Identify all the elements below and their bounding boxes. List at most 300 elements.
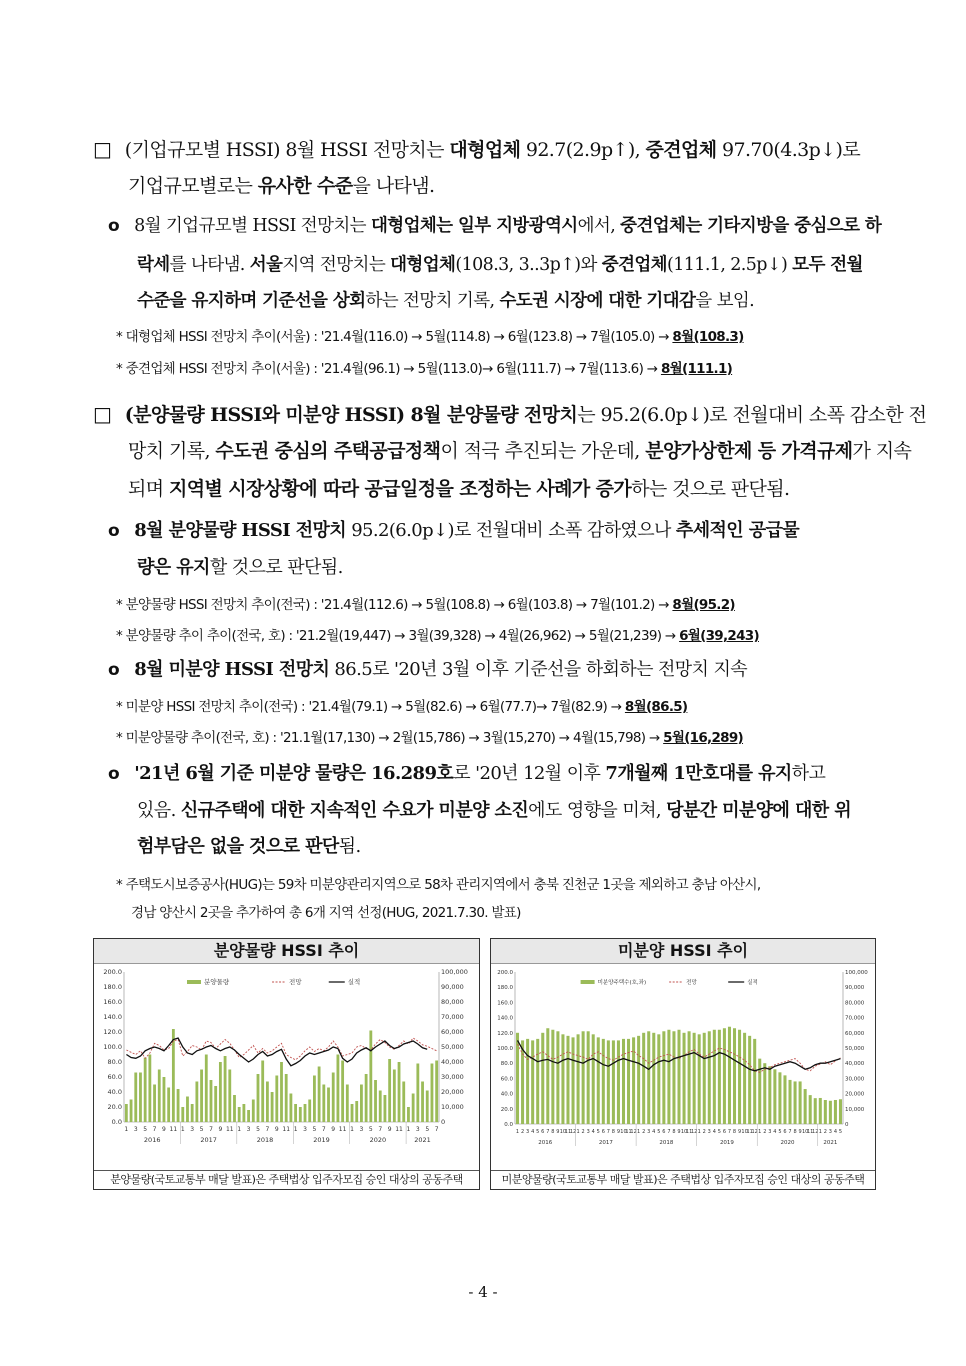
legend-label: 전망 xyxy=(686,980,697,986)
note-highlight: 8월(108.3) xyxy=(672,329,744,345)
x-tick-label: 6 xyxy=(662,1129,666,1135)
data-bar xyxy=(407,1107,410,1122)
x-tick-label: 3 xyxy=(707,1129,711,1135)
data-bar xyxy=(748,1036,751,1124)
data-bar xyxy=(172,1029,175,1122)
data-bar xyxy=(794,1081,797,1124)
legend-label: 실적 xyxy=(747,980,758,986)
x-tick-label: 4 xyxy=(773,1129,777,1135)
y-tick-label-left: 200.0 xyxy=(103,968,122,976)
text: 92.7(2.9p↑), xyxy=(520,139,646,161)
note-text: * 중견업체 HSSI 전망치 추이(서울) : '21.4월(96.1) → 5월(113.0)→ 6월(111.7) → 7월(113.6) → xyxy=(116,361,661,377)
data-bar xyxy=(521,1040,524,1124)
x-tick-label: 3 xyxy=(828,1129,832,1135)
x-tick-label: 5 xyxy=(143,1126,148,1133)
data-bar xyxy=(341,1061,344,1123)
data-bar xyxy=(763,1063,766,1124)
section1-o1-line1 xyxy=(108,216,881,237)
text-bold: 분양물량 전망치 xyxy=(446,404,578,426)
x-tick-label: 8 xyxy=(551,1129,555,1135)
data-bar xyxy=(153,1085,156,1123)
x-tick-label: 7 xyxy=(667,1129,671,1135)
data-bar xyxy=(688,1031,691,1124)
x-tick-label: 7 xyxy=(788,1129,792,1135)
x-tick-label: 6 xyxy=(601,1129,605,1135)
y-tick-label-right: 10,000 xyxy=(441,1103,464,1111)
data-bar xyxy=(718,1030,721,1124)
x-tick-label: 9 xyxy=(218,1126,223,1133)
x-tick-label: 3 xyxy=(246,1126,251,1133)
x-tick-label: 7 xyxy=(727,1129,732,1135)
x-tick-label: 11 xyxy=(282,1126,291,1133)
note-text: * 분양물량 HSSI 전망치 추이(전국) : '21.4월(112.6) → 5월(108.8) → 6월(103.8) → 7월(101.2) → xyxy=(116,597,673,613)
data-bar xyxy=(839,1099,842,1124)
footnote-7-line1: * 주택도시보증공사(HUG)는 59차 미분양관리지역으로 58차 관리지역에서 충북 진천군 1곳을 제외하고 충남 아산시, xyxy=(116,877,761,893)
data-bar xyxy=(572,1037,575,1124)
data-bar xyxy=(743,1033,746,1124)
text-bold: 량은 유지 xyxy=(137,557,210,578)
x-year-label: 2019 xyxy=(313,1136,330,1144)
text-bold: 락세 xyxy=(137,255,170,275)
data-bar xyxy=(181,1107,184,1122)
data-bar xyxy=(799,1081,802,1124)
data-bar xyxy=(219,1062,222,1122)
data-bar xyxy=(379,1091,382,1123)
text: 하는 것으로 판단됨. xyxy=(631,478,790,500)
data-bar xyxy=(365,1074,368,1122)
data-bar xyxy=(266,1082,269,1123)
data-bar xyxy=(526,1039,529,1124)
x-tick-label: 9 xyxy=(798,1129,802,1135)
x-tick-label: 7 xyxy=(209,1126,213,1133)
x-tick-label: 1 xyxy=(124,1126,129,1133)
data-bar xyxy=(824,1100,827,1124)
data-bar xyxy=(233,1095,236,1122)
x-tick-label: 2 xyxy=(702,1129,706,1135)
y-tick-label-left: 160.0 xyxy=(103,998,122,1006)
x-tick-label: 4 xyxy=(833,1129,838,1135)
footnote-5 xyxy=(116,695,687,715)
x-tick-label: 8 xyxy=(732,1129,737,1135)
footnote-1 xyxy=(116,325,744,345)
x-tick-label: 2 xyxy=(823,1129,827,1135)
x-year-label: 2020 xyxy=(780,1140,795,1146)
data-bar xyxy=(672,1031,675,1124)
data-bar xyxy=(617,1040,620,1124)
y-tick-label-left: 160.0 xyxy=(497,1000,513,1007)
y-tick-label-left: 40.0 xyxy=(107,1088,122,1096)
chart-title: 미분양 HSSI 추이 xyxy=(491,939,875,964)
section1-o1-line2 xyxy=(137,255,863,276)
x-tick-label: 6 xyxy=(541,1129,545,1135)
y-tick-label-left: 200.0 xyxy=(497,970,513,976)
x-tick-label: 11 xyxy=(169,1126,178,1133)
data-bar xyxy=(693,1033,696,1124)
x-tick-label: 9 xyxy=(737,1129,742,1135)
data-bar xyxy=(398,1062,401,1122)
x-tick-label: 5 xyxy=(536,1129,540,1135)
data-bar xyxy=(163,1077,166,1122)
x-tick-label: 12 xyxy=(812,1129,819,1135)
data-bar xyxy=(308,1100,311,1123)
data-bar xyxy=(657,1034,660,1124)
y-tick-label-right: 50,000 xyxy=(845,1046,865,1052)
y-tick-label-left: 120.0 xyxy=(497,1030,513,1037)
x-tick-label: 3 xyxy=(526,1129,530,1135)
data-bar xyxy=(829,1101,832,1124)
data-bar xyxy=(360,1085,363,1123)
y-tick-label-left: 180.0 xyxy=(103,983,122,991)
text-bold: 유사한 수준 xyxy=(257,175,353,197)
data-bar xyxy=(327,1088,330,1123)
legend-swatch-bars xyxy=(187,980,201,984)
data-bar xyxy=(369,1031,372,1123)
x-tick-label: 3 xyxy=(303,1126,307,1133)
x-tick-label: 7 xyxy=(152,1126,157,1133)
y-tick-label-left: 20.0 xyxy=(107,1103,122,1111)
footnote-2 xyxy=(116,357,732,377)
note-highlight: 8월(111.1) xyxy=(660,361,733,377)
text: 하고 xyxy=(791,763,826,784)
text-bold: 중견업체 xyxy=(645,139,717,161)
data-bar xyxy=(435,1061,438,1123)
data-bar xyxy=(814,1098,817,1124)
x-tick-label: 8 xyxy=(793,1129,797,1135)
section2-line3 xyxy=(128,478,790,501)
section2-o2-line1 xyxy=(108,659,747,681)
x-tick-label: 3 xyxy=(415,1126,420,1133)
text: 가 지속 xyxy=(852,440,912,462)
text-bold: 대형업체는 일부 지방광역시 xyxy=(370,216,578,236)
x-tick-label: 3 xyxy=(190,1126,195,1133)
x-tick-label: 12 xyxy=(751,1129,758,1135)
note-text: * 분양물량 추이 추이(전국, 호) : '21.2월(19,447) → 3월(39,328) → 4월(26,962) → 5월(21,239) → xyxy=(116,628,680,644)
data-bar xyxy=(313,1076,316,1123)
x-year-label: 2019 xyxy=(719,1140,734,1146)
y-tick-label-right: 100,000 xyxy=(441,968,468,976)
data-bar xyxy=(556,1031,559,1124)
x-tick-label: 10 xyxy=(559,1129,567,1135)
y-tick-label-right: 90,000 xyxy=(845,985,865,992)
x-tick-label: 4 xyxy=(652,1129,656,1135)
text-bold: 수도권 중심의 주택공급정책 xyxy=(215,440,441,462)
text-bold: 중견업체 xyxy=(601,255,667,275)
data-bar xyxy=(703,1033,706,1124)
data-bar xyxy=(130,1100,133,1123)
text: 망치 기록, xyxy=(128,440,216,462)
data-bar xyxy=(210,1080,213,1122)
x-tick-label: 10 xyxy=(620,1129,627,1135)
y-tick-label-right: 0 xyxy=(845,1122,849,1128)
data-bar xyxy=(224,1056,227,1122)
chart-title: 분양물량 HSSI 추이 xyxy=(94,939,479,964)
data-bar xyxy=(158,1070,161,1123)
y-tick-label-right: 80,000 xyxy=(845,1000,865,1007)
note-highlight: 5월(16,289) xyxy=(663,730,744,746)
data-bar xyxy=(402,1082,405,1123)
x-tick-label: 5 xyxy=(368,1126,373,1133)
text-bold: (분양물량 HSSI와 미분양 HSSI) 8월 xyxy=(124,404,447,426)
y-tick-label-right: 50,000 xyxy=(441,1043,464,1051)
section2-o3-line2 xyxy=(137,800,851,822)
x-year-label: 2018 xyxy=(256,1136,274,1144)
text: 기업규모별로는 xyxy=(128,175,258,197)
data-bar xyxy=(412,1094,415,1123)
x-tick-label: 7 xyxy=(378,1126,383,1133)
x-tick-label: 9 xyxy=(331,1126,336,1133)
data-bar xyxy=(647,1031,650,1124)
text: 이 적극 추진되는 가운데, xyxy=(440,440,646,462)
data-bar xyxy=(783,1075,786,1124)
y-tick-label-right: 70,000 xyxy=(845,1015,865,1022)
data-bar xyxy=(238,1107,241,1122)
data-bar xyxy=(228,1070,231,1123)
y-tick-label-right: 60,000 xyxy=(441,1028,464,1036)
section2-o3-line1 xyxy=(108,763,825,785)
y-tick-label-left: 180.0 xyxy=(497,985,513,992)
footnote-3 xyxy=(116,593,735,613)
y-tick-label-left: 80.0 xyxy=(107,1058,122,1066)
x-year-label: 2018 xyxy=(659,1140,674,1146)
data-bar xyxy=(577,1034,580,1124)
text-bold: 신규주택에 대한 지속적인 수요가 미분양 소진 xyxy=(180,800,529,821)
data-bar xyxy=(778,1072,781,1124)
text: 지역 전망치는 xyxy=(282,255,391,275)
x-tick-label: 12 xyxy=(630,1129,637,1135)
y-tick-label-right: 90,000 xyxy=(441,983,464,991)
x-tick-label: 5 xyxy=(425,1126,430,1133)
data-bar xyxy=(195,1082,198,1123)
y-tick-label-left: 120.0 xyxy=(103,1028,122,1036)
x-tick-label: 11 xyxy=(746,1129,753,1135)
y-tick-label-left: 60.0 xyxy=(500,1076,513,1083)
data-bar xyxy=(566,1036,569,1124)
data-bar xyxy=(582,1031,585,1124)
x-tick-label: 2 xyxy=(520,1129,525,1135)
data-bar xyxy=(642,1033,645,1124)
y-tick-label-left: 40.0 xyxy=(500,1091,513,1098)
legend-label: 미분양주택수(호,좌) xyxy=(597,980,647,986)
x-tick-label: 5 xyxy=(838,1129,843,1135)
footnote-7-line2: 경남 양산시 2곳을 추가하여 총 6개 지역 선정(HUG, 2021.7.30. 발표) xyxy=(131,905,521,921)
data-bar xyxy=(677,1030,680,1124)
data-bar xyxy=(728,1027,731,1124)
text-bold: 서울 xyxy=(249,255,283,275)
data-bar xyxy=(597,1037,600,1124)
data-bar xyxy=(351,1104,354,1122)
data-bar xyxy=(191,1104,194,1122)
x-tick-label: 10 xyxy=(680,1129,688,1135)
x-year-label: 2021 xyxy=(823,1140,838,1146)
chart-plot xyxy=(491,964,875,1169)
data-bar xyxy=(587,1031,590,1124)
data-bar xyxy=(733,1028,736,1124)
y-tick-label-right: 10,000 xyxy=(845,1106,865,1113)
data-bar xyxy=(299,1107,302,1122)
text-bold: 중견업체는 기타지방을 중심으로 하 xyxy=(620,216,882,236)
text-bold: 8월 분양물량 HSSI 전망치 xyxy=(134,520,347,541)
x-tick-label: 3 xyxy=(647,1129,651,1135)
text-bold: 당분간 미분양에 대한 위 xyxy=(666,800,852,821)
section2-o1-line2 xyxy=(137,557,343,579)
text: 됨. xyxy=(338,836,361,857)
data-bar xyxy=(561,1034,564,1124)
x-tick-label: 11 xyxy=(395,1126,403,1133)
data-bar xyxy=(200,1070,203,1123)
text: 로 '20년 12월 이후 xyxy=(453,763,606,784)
text: (111.1, 2.5p↓) xyxy=(667,255,793,275)
text-bold: 분양가상한제 등 가격규제 xyxy=(645,440,853,462)
x-year-label: 2020 xyxy=(369,1136,387,1144)
text-bold: 대형업체 xyxy=(390,255,456,275)
data-bar xyxy=(304,1104,307,1122)
data-bar xyxy=(186,1097,189,1123)
x-tick-label: 10 xyxy=(741,1129,748,1135)
data-bar xyxy=(374,1080,377,1122)
x-tick-label: 11 xyxy=(625,1129,632,1135)
circle-bullet-icon: o xyxy=(108,521,120,541)
data-bar xyxy=(753,1039,756,1124)
x-tick-label: 9 xyxy=(387,1126,392,1133)
legend-label: 실적 xyxy=(347,978,361,986)
data-bar xyxy=(252,1100,255,1123)
note-text: * 미분양 HSSI 전망치 추이(전국) : '21.4월(79.1) → 5월(82.6) → 6월(77.7)→ 7월(82.9) → xyxy=(116,699,625,715)
data-bar xyxy=(602,1039,605,1124)
x-tick-label: 8 xyxy=(672,1129,676,1135)
x-tick-label: 1 xyxy=(818,1129,822,1135)
text-bold: 수도권 시장에 대한 기대감 xyxy=(499,291,696,311)
y-tick-label-left: 20.0 xyxy=(500,1106,513,1113)
x-year-label: 2017 xyxy=(598,1140,613,1146)
x-tick-label: 11 xyxy=(338,1126,347,1133)
y-tick-label-left: 140.0 xyxy=(103,1013,122,1021)
x-tick-label: 5 xyxy=(312,1126,317,1133)
y-tick-label-right: 40,000 xyxy=(441,1058,464,1066)
y-tick-label-right: 60,000 xyxy=(845,1030,865,1037)
x-tick-label: 1 xyxy=(237,1126,242,1133)
x-tick-label: 9 xyxy=(616,1129,621,1135)
data-bar xyxy=(144,1058,147,1123)
text: (기업규모별 HSSI) 8월 HSSI 전망치는 xyxy=(124,139,450,161)
data-bar xyxy=(242,1104,245,1122)
x-tick-label: 3 xyxy=(359,1126,364,1133)
x-tick-label: 5 xyxy=(657,1129,661,1135)
footnote-4 xyxy=(116,624,759,644)
x-tick-label: 1 xyxy=(637,1129,641,1135)
data-bar xyxy=(388,1059,391,1122)
data-bar xyxy=(214,1086,217,1122)
x-tick-label: 9 xyxy=(556,1129,560,1135)
data-bar xyxy=(416,1064,419,1123)
data-bar xyxy=(271,1092,274,1122)
text-bold: 험부담은 없을 것으로 판단 xyxy=(137,836,339,857)
x-tick-label: 1 xyxy=(180,1126,185,1133)
text: 되며 xyxy=(128,478,169,500)
note-highlight: 6월(39,243) xyxy=(679,628,759,644)
x-tick-label: 3 xyxy=(768,1129,772,1135)
data-bar xyxy=(205,1055,208,1123)
data-bar xyxy=(257,1074,260,1122)
data-bar xyxy=(275,1076,278,1123)
section2-line1 xyxy=(93,402,926,427)
x-tick-label: 9 xyxy=(162,1126,166,1133)
square-bullet-icon: □ xyxy=(93,137,112,161)
legend-label: 전망 xyxy=(289,978,302,986)
x-year-label: 2016 xyxy=(143,1136,161,1144)
circle-bullet-icon: o xyxy=(108,216,120,236)
text: 하는 전망치 기록, xyxy=(365,291,500,311)
text-bold: 7개월째 1만호대를 유지 xyxy=(605,763,792,784)
data-bar xyxy=(627,1039,630,1124)
square-bullet-icon: □ xyxy=(93,402,112,426)
x-tick-label: 1 xyxy=(697,1129,701,1135)
data-bar xyxy=(536,1039,539,1124)
x-tick-label: 2 xyxy=(763,1129,767,1135)
series-line-actual xyxy=(126,1038,427,1066)
note-highlight: 8월(95.2) xyxy=(672,597,735,613)
x-tick-label: 12 xyxy=(690,1129,698,1135)
data-bar xyxy=(247,1110,250,1122)
y-tick-label-left: 100.0 xyxy=(103,1043,122,1051)
y-tick-label-right: 30,000 xyxy=(845,1076,865,1083)
data-bar xyxy=(541,1033,544,1124)
text: 97.70(4.3p↓)로 xyxy=(716,139,861,161)
x-tick-label: 5 xyxy=(717,1129,721,1135)
x-tick-label: 12 xyxy=(569,1129,577,1135)
x-tick-label: 6 xyxy=(722,1129,727,1135)
x-tick-label: 9 xyxy=(274,1126,279,1133)
x-tick-label: 11 xyxy=(225,1126,234,1133)
data-bar xyxy=(148,1055,151,1123)
data-bar xyxy=(683,1033,686,1124)
x-tick-label: 11 xyxy=(685,1129,693,1135)
y-tick-label-right: 40,000 xyxy=(845,1061,865,1068)
data-bar xyxy=(294,1104,297,1122)
data-bar xyxy=(546,1028,549,1124)
data-bar xyxy=(177,1089,180,1122)
x-tick-label: 7 xyxy=(606,1129,610,1135)
x-tick-label: 8 xyxy=(611,1129,615,1135)
data-bar xyxy=(426,1091,429,1123)
data-bar xyxy=(819,1098,822,1124)
note-text: * 미분양물량 추이(전국, 호) : '21.1월(17,130) → 2월(15,786) → 3월(15,270) → 4월(15,798) → xyxy=(116,730,664,746)
text-bold: 추세적인 공급물 xyxy=(675,520,800,541)
section1-line1 xyxy=(93,137,860,162)
x-tick-label: 1 xyxy=(576,1129,580,1135)
text: 에서, xyxy=(577,216,621,236)
data-bar xyxy=(667,1030,670,1124)
x-tick-label: 1 xyxy=(515,1129,520,1135)
data-bar xyxy=(612,1040,615,1124)
x-tick-label: 5 xyxy=(778,1129,782,1135)
y-tick-label-right: 70,000 xyxy=(441,1013,464,1021)
x-tick-label: 9 xyxy=(677,1129,681,1135)
data-bar xyxy=(531,1040,534,1124)
text: 을 나타냄. xyxy=(352,175,435,197)
x-tick-label: 3 xyxy=(133,1126,138,1133)
text-bold: 대형업체 xyxy=(449,139,521,161)
data-bar xyxy=(834,1100,837,1124)
data-bar xyxy=(261,1061,264,1123)
data-bar xyxy=(698,1034,701,1124)
y-tick-label-left: 60.0 xyxy=(107,1073,122,1081)
y-tick-label-left: 0.0 xyxy=(504,1122,513,1128)
x-tick-label: 5 xyxy=(596,1129,600,1135)
x-tick-label: 2 xyxy=(581,1129,585,1135)
x-tick-label: 11 xyxy=(807,1129,814,1135)
data-bar xyxy=(713,1030,716,1124)
x-tick-label: 1 xyxy=(406,1126,411,1133)
